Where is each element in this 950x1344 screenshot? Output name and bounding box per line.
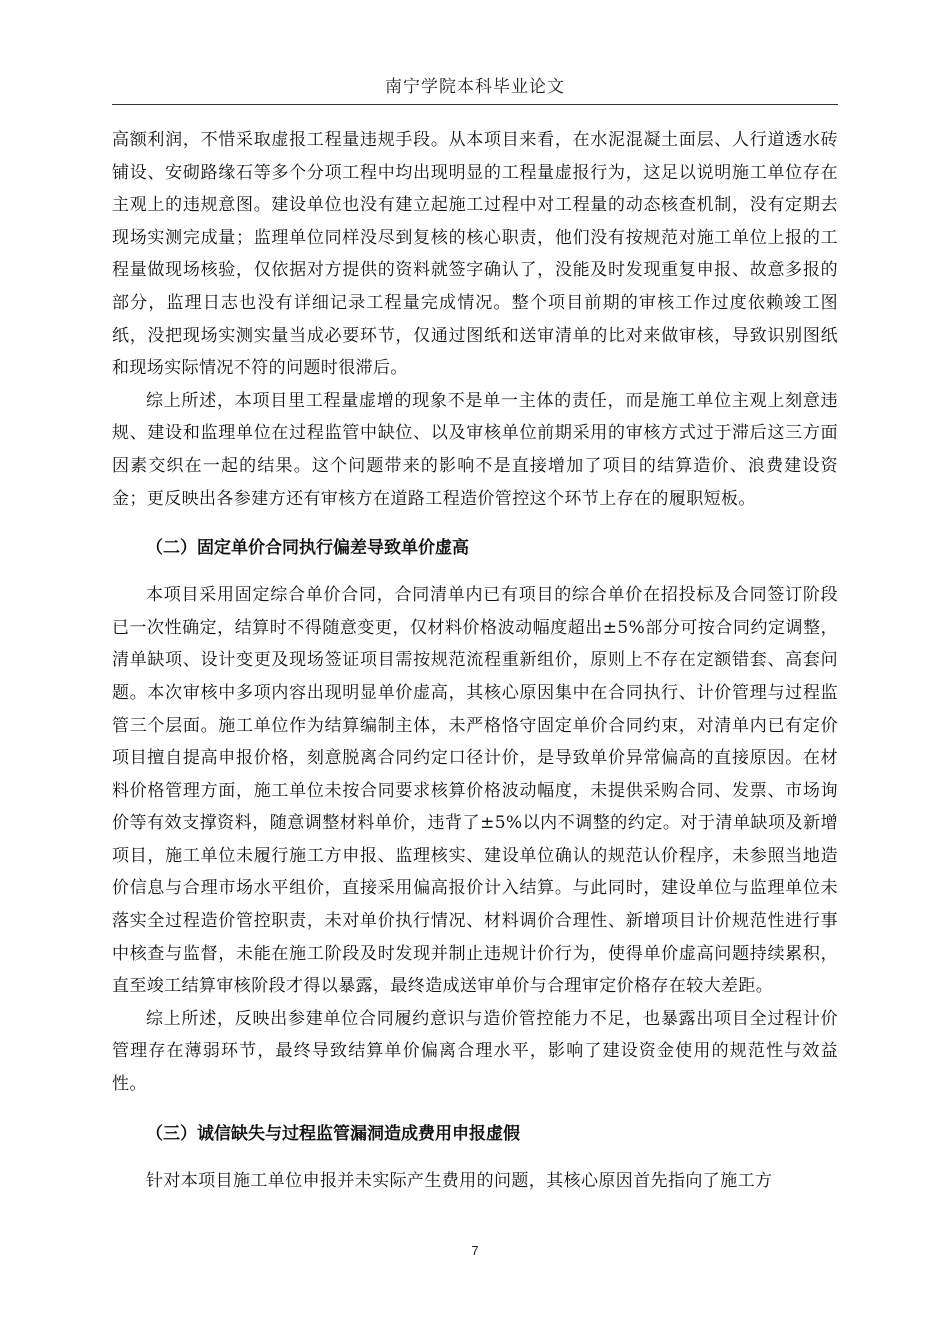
page-number: 7: [471, 1243, 479, 1258]
header-divider: [112, 104, 838, 105]
section-heading-3: （三）诚信缺失与过程监管漏洞造成费用申报虚假: [146, 1123, 520, 1144]
paragraph-false-claims: 针对本项目施工单位申报并未实际产生费用的问题，其核心原因首先指向了施工方: [146, 1170, 773, 1191]
paragraph-summary-2: 综上所述，反映出参建单位合同履约意识与造价管控能力不足，也暴露出项目全过程计价管理存在薄弱环节，最终导致结算单价偏离合理水平，影响了建设资金使用的规范性与效益性。: [112, 1008, 838, 1095]
paragraph-fixed-price: 本项目采用固定综合单价合同，合同清单内已有项目的综合单价在招投标及合同签订阶段已一次性确定，结算时不得随意变更，仅材料价格波动幅度超出±5%部分可按合同约定调整，清单缺项、设计变更及现场签证项目需按规范流程重新组价，原则上不存在定额错套、高套问题。本次审核中多项内容出现明显单价虚高，其核心原因集中在合同执行、计价管理与过程监管三个层面。施工单位作为结算编制主体，未严格恪守固定单价合同约束，对清单内已有定价项目擅自提高申报价格，刻意脱离合同约定口径计价，是导致单价异常偏高的直接原因。在材料价格管理方面，施工单位未按合同要求核算价格波动幅度，未提供采购合同、发票、市场询价等有效支撑资料，随意调整材料单价，违背了±5%以内不调整的约定。对于清单缺项及新增项目，施工单位未履行施工方申报、监理核实、建设单位确认的规范认价程序，未参照当地造价信息与合理市场水平组价，直接采用偏高报价计入结算。与此同时，建设单位与监理单位未落实全过程造价管控职责，未对单价执行情况、材料调价合理性、新增项目计价规范性进行事中核查与监督，未能在施工阶段及时发现并制止违规计价行为，使得单价虚高问题持续累积，直至竣工结算审核阶段才得以暴露，最终造成送审单价与合理审定价格存在较大差距。: [112, 585, 838, 997]
paragraph-continued: 高额利润，不惜采取虚报工程量违规手段。从本项目来看，在水泥混凝土面层、人行道透水砖铺设、安砌路缘石等多个分项工程中均出现明显的工程量虚报行为，这足以说明施工单位存在主观上的违规意图。建设单位也没有建立起施工过程中对工程量的动态核查机制，没有定期去现场实测完成量；监理单位同样没尽到复核的核心职责，他们没有按规范对施工单位上报的工程量做现场核验，仅依据对方提供的资料就签字确认了，没能及时发现重复申报、故意多报的部分，监理日志也没有详细记录工程量完成情况。整个项目前期的审核工作过度依赖竣工图纸，没把现场实测实量当成必要环节，仅通过图纸和送审清单的比对来做审核，导致识别图纸和现场实际情况不符的问题时很滞后。: [112, 130, 838, 379]
running-header: 南宁学院本科毕业论文: [385, 77, 565, 97]
paragraph-summary-1: 综上所述，本项目里工程量虚增的现象不是单一主体的责任，而是施工单位主观上刻意违规、建设和监理单位在过程监管中缺位、以及审核单位前期采用的审核方式过于滞后这三方面因素交织在一起的结果。这个问题带来的影响不是直接增加了项目的结算造价、浪费建设资金；更反映出各参建方还有审核方在道路工程造价管控这个环节上存在的履职短板。: [112, 390, 838, 509]
section-heading-2: （二）固定单价合同执行偏差导致单价虚高: [146, 538, 469, 559]
page-body: [112, 124, 838, 1197]
